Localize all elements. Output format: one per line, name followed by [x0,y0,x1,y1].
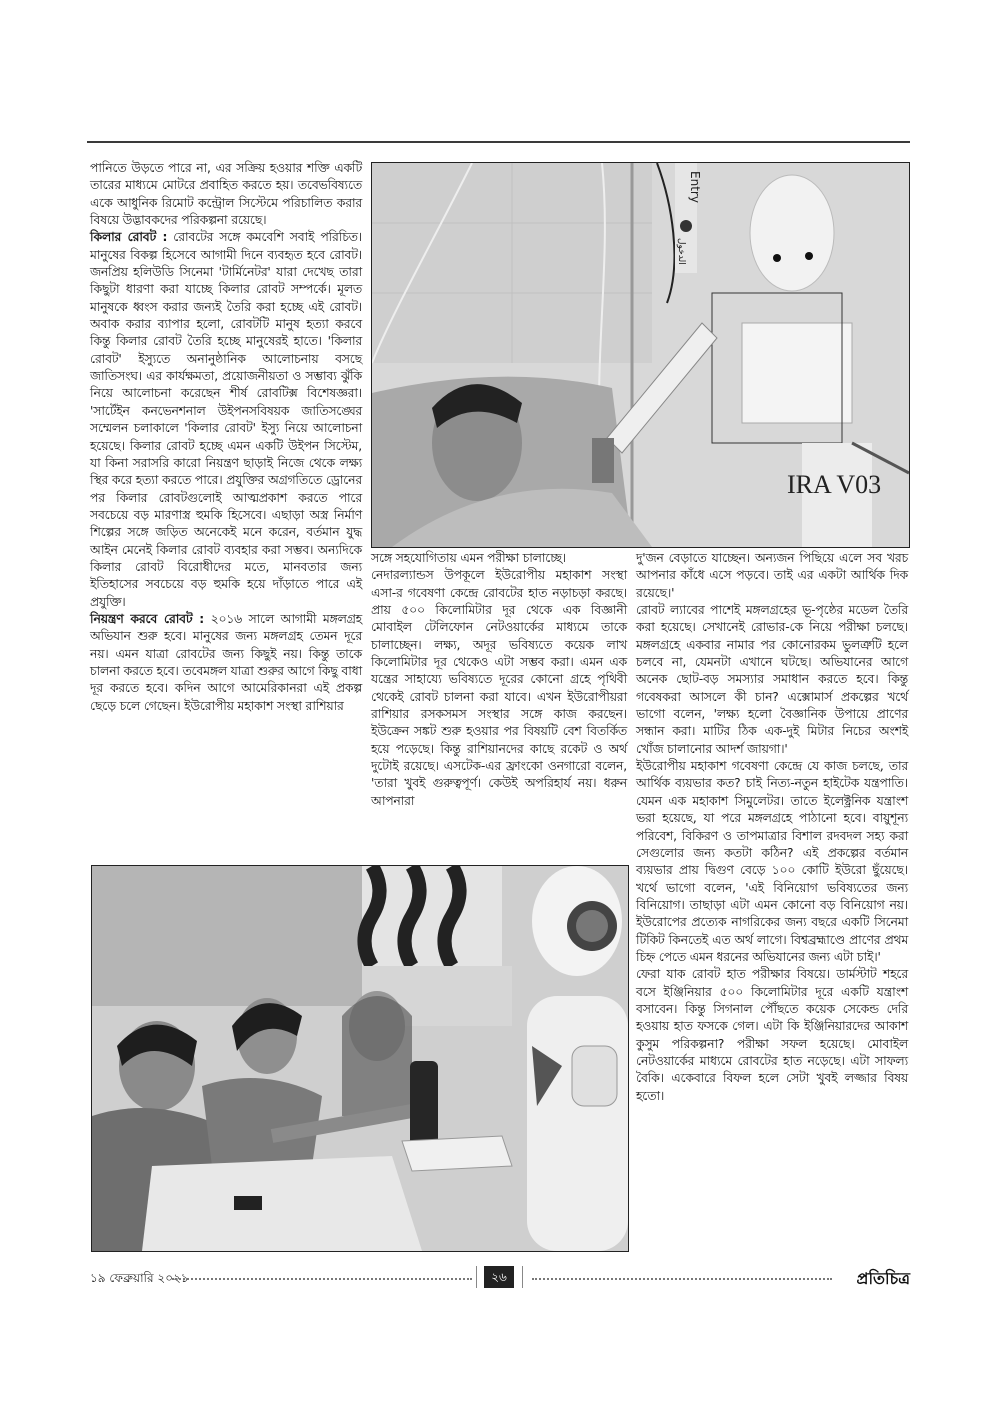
footer-dotted-leader [172,1278,472,1280]
footer-dotted-leader [532,1278,832,1280]
paragraph: নেদারল্যান্ডস উপকূলে ইউরোপীয় মহাকাশ সংস্থা এসা-র গবেষণা কেন্দ্রে রোবটের হাত নড়াচড়া করছে। প্রায় ৫০০ কিলোমিটার দূর থেকে এক বিজ্ঞানী মোবাইল টেলিফোন নেটওয়ার্কের মাধ্যমে তাকে চালাচ্ছেন। লক্ষ্য, অদূর ভবিষ্যতে কয়েক লাখ কিলোমিটার দূর থেকেও এটা সম্ভব করা। এমন এক যন্ত্রের সাহায্যে ভবিষ্যতে দূরের কোনো গ্রহে পৃথিবী থেকেই রোবট চালনা করা যাবে। এখন ইউরোপীয়রা রাশিয়ার রসকসমস সংস্থার সঙ্গে কাজ করছেন। ইউক্রেন সঙ্কট শুরু হওয়ার পর বিষয়টি বেশ বিতর্কিত হয়ে পড়েছে। কিন্তু রাশিয়ানদের কাছে রকেট ও অর্থ দুটোই রয়েছে। এসটেক-এর ফ্রাংকো ওনগারো বলেন, 'তারা খুবই গুরুত্বপূর্ণ। কেউই অপরিহার্য নয়। ধরুন আপনারা [371,568,627,808]
photo-robot-label: IRA V03 [787,470,882,499]
photo-robot-waiter-illustration [92,866,628,1251]
article-column-1 [90,160,362,715]
header-rule [87,141,910,143]
photo-robot-medical-illustration [372,163,909,547]
subheading-killer-robot: কিলার রোবট : [90,230,168,245]
footer-divider [522,1266,523,1288]
publication-logo: প্রতিচিত্র [856,1269,910,1288]
paragraph: দু'জন বেড়াতে যাচ্ছেন। অন্যজন পিছিয়ে এলে সব খরচ আপনার কাঁধে এসে পড়বে। তাই এর একটা আর্থিক দিক রয়েছে।' [636,551,908,600]
page-number: ২৬ [484,1266,514,1288]
photo-sign-arabic: الدخول [676,238,686,265]
paragraph-text: রোবটের সঙ্গে কমবেশি সবাই পরিচিত। মানুষের বিকল্প হিসেবে আগামী দিনে ব্যবহৃত হবে রোবট। জনপ্রিয় হলিউডি সিনেমা 'টার্মিনেটর' যারা দেখেছ তারা কিছুটা ধারণা করা যাচ্ছে কিলার রোবট সম্পর্কে। মূলত মানুষকে ধ্বংস করার জন্যই তৈরি করা হচ্ছে এই রোবট। অবাক করার ব্যাপার হলো, রোবটটি মানুষ হত্যা করবে কিন্তু কিলার রোবট তৈরি হচ্ছে মানুষেরই হাতে। 'কিলার রোবট' ইস্যুতে অনানুষ্ঠানিক আলোচনায় বসছে জাতিসংঘ। এর কার্যক্ষমতা, প্রয়োজনীয়তা ও সম্ভাব্য ঝুঁকি নিয়ে আলোচনা করেছেন শীর্ষ রোবটিক্স বিশেষজ্ঞরা। 'সার্টেইন কনভেনশনাল উইপনসবিষয়ক জাতিসঙ্ঘের সম্মেলন চলাকালে 'কিলার রোবট' ইস্যু নিয়ে আলোচনা হয়েছে। কিলার রোবট হচ্ছে এমন একটি উইপন সিস্টেম, যা কিনা সরাসরি কারো নিয়ন্ত্রণ ছাড়াই নিজে থেকে লক্ষ্য স্থির করে হত্যা করতে পারে। প্রযুক্তির অগ্রগতিতে ড্রোনের পর কিলার রোবটগুলোই আত্মপ্রকাশ করতে পারে সবচেয়ে বড় মারণাস্ত্র হুমকি হিসেবে। এছাড়া অস্ত্র নির্মাণ শিল্পের সঙ্গে জড়িত অনেকেই মনে করেন, বর্তমান যুদ্ধ আইন মেনেই কিলার রোবট ব্যবহার করা সম্ভব। অন্যদিকে কিলার রোবট বিরোধীদের মতে, মানবতার জন্য ইতিহাসের সবচেয়ে বড় হুমকি হয়ে দাঁড়াতে পারে এই প্রযুক্তি। [90,230,363,609]
paragraph: ফেরা যাক রোবট হাত পরীক্ষার বিষয়ে। ডার্মস্টাট শহরে বসে ইঞ্জিনিয়ার ৫০০ কিলোমিটার দূরে একটি যন্ত্রাংশ বসাবেন। কিন্তু সিগনাল পৌঁছতে কয়েক সেকেন্ড দেরি হওয়ায় হাত ফসকে গেল। এটা কি ইঞ্জিনিয়ারদের আকাশ কুসুম পরিকল্পনা? পরীক্ষা সফল হয়েছে। মোবাইল নেটওয়ার্কের মাধ্যমে রোবটের হাত নড়েছে। এটা সাফল্য বৈকি। একেবারে বিফল হলে সেটা খুবই লজ্জার বিষয় হতো। [636,967,908,1103]
footer-divider [476,1266,477,1288]
paragraph-text: ২০১৬ সালে আগামী মঙ্গলগ্রহ অভিযান শুরু হবে। মানুষের জন্য মঙ্গলগ্রহ তেমন দূরে নয়। এমন যাত্রা রোবটের জন্য কিছুই নয়। কিন্তু তাকে চালনা করতে হবে। তবেমঙ্গল যাত্রা শুরুর আগে কিছু বাধা দূর করতে হবে। কদিন আগে আমেরিকানরা এই প্রকল্প ছেড়ে চলে গেছেন। ইউরোপীয় মহাকাশ সংস্থা রাশিয়ার [90,611,362,713]
photo-robot-waiter [91,865,629,1252]
article-column-2 [371,550,627,810]
paragraph: পানিতে উড়তে পারে না, এর সক্রিয় হওয়ার শক্তি একটি তারের মাধ্যমে মোটরে প্রবাহিত করতে হয়। তবেভবিষ্যতে একে আধুনিক রিমোট কন্ট্রোল সিস্টেমে পরিচালিত করার বিষয়ে উদ্ভাবকদের পরিকল্পনা রয়েছে। [90,161,362,228]
paragraph [90,611,362,715]
article-column-3 [636,550,908,1105]
footer-date: ১৯ ফেব্রুয়ারি ২০২১ [90,1271,189,1285]
subheading-robot-control: নিয়ন্ত্রণ করবে রোবট : [90,611,205,626]
photo-sign-entry: Entry [688,171,702,203]
paragraph: সঙ্গে সহযোগিতায় এমন পরীক্ষা চালাচ্ছে। [371,551,566,565]
photo-robot-medical [371,162,910,548]
paragraph: ইউরোপীয় মহাকাশ গবেষণা কেন্দ্রে যে কাজ চলছে, তার আর্থিক ব্যয়ভার কত? চাই নিত্য-নতুন হাইটেক যন্ত্রপাতি। যেমন এক মহাকাশ সিমুলেটর। তাতে ইলেক্ট্রনিক যন্ত্রাংশ ভরা হয়েছে, যা পরে মঙ্গলগ্রহে পাঠানো হবে। বায়ুশূন্য পরিবেশ, বিকিরণ ও তাপমাত্রার বিশাল রদবদল সহ্য করা সেগুলোর জন্য কতটা কঠিন? এই প্রকল্পের বর্তমান ব্যয়ভার প্রায় দ্বিগুণ বেড়ে ১০০ কোটি ইউরো ছুঁয়েছে। খর্থে ভাগো বলেন, 'এই বিনিয়োগ ভবিষ্যতের জন্য বিনিয়োগ। তাছাড়া এটা এমন কোনো বড় বিনিয়োগ নয়। ইউরোপের প্রত্যেক নাগরিকের জন্য বছরে একটি সিনেমা টিকিট কিনতেই এত অর্থ লাগে। বিশ্বব্রহ্মাণ্ডে প্রাণের প্রথম চিহ্ন পেতে এমন ধরনের অভিযানের জন্য এটা চাই।' [636,759,908,964]
page-footer [90,1266,910,1290]
paragraph: রোবট ল্যাবের পাশেই মঙ্গলগ্রহের ভূ-পৃষ্ঠের মডেল তৈরি করা হয়েছে। সেখানেই রোভার-কে নিয়ে পরীক্ষা চলছে। মঙ্গলগ্রহে একবার নামার পর কোনোরকম ভুলত্রুটি হলে চলবে না, যেমনটা এখানে ঘটছে। অভিযানের আগে অনেক ছোট-বড় সমস্যার সমাধান করতে হবে। কিন্তু গবেষকরা আসলে কী চান? এক্সোমার্স প্রকল্পের খর্থে ভাগো বলেন, 'লক্ষ্য হলো বৈজ্ঞানিক উপায়ে প্রাণের সন্ধান করা। মাটির ঠিক এক-দুই মিটার নিচের অংশই খোঁজ চালানোর আদর্শ জায়গা।' [636,603,908,756]
paragraph [90,229,362,611]
